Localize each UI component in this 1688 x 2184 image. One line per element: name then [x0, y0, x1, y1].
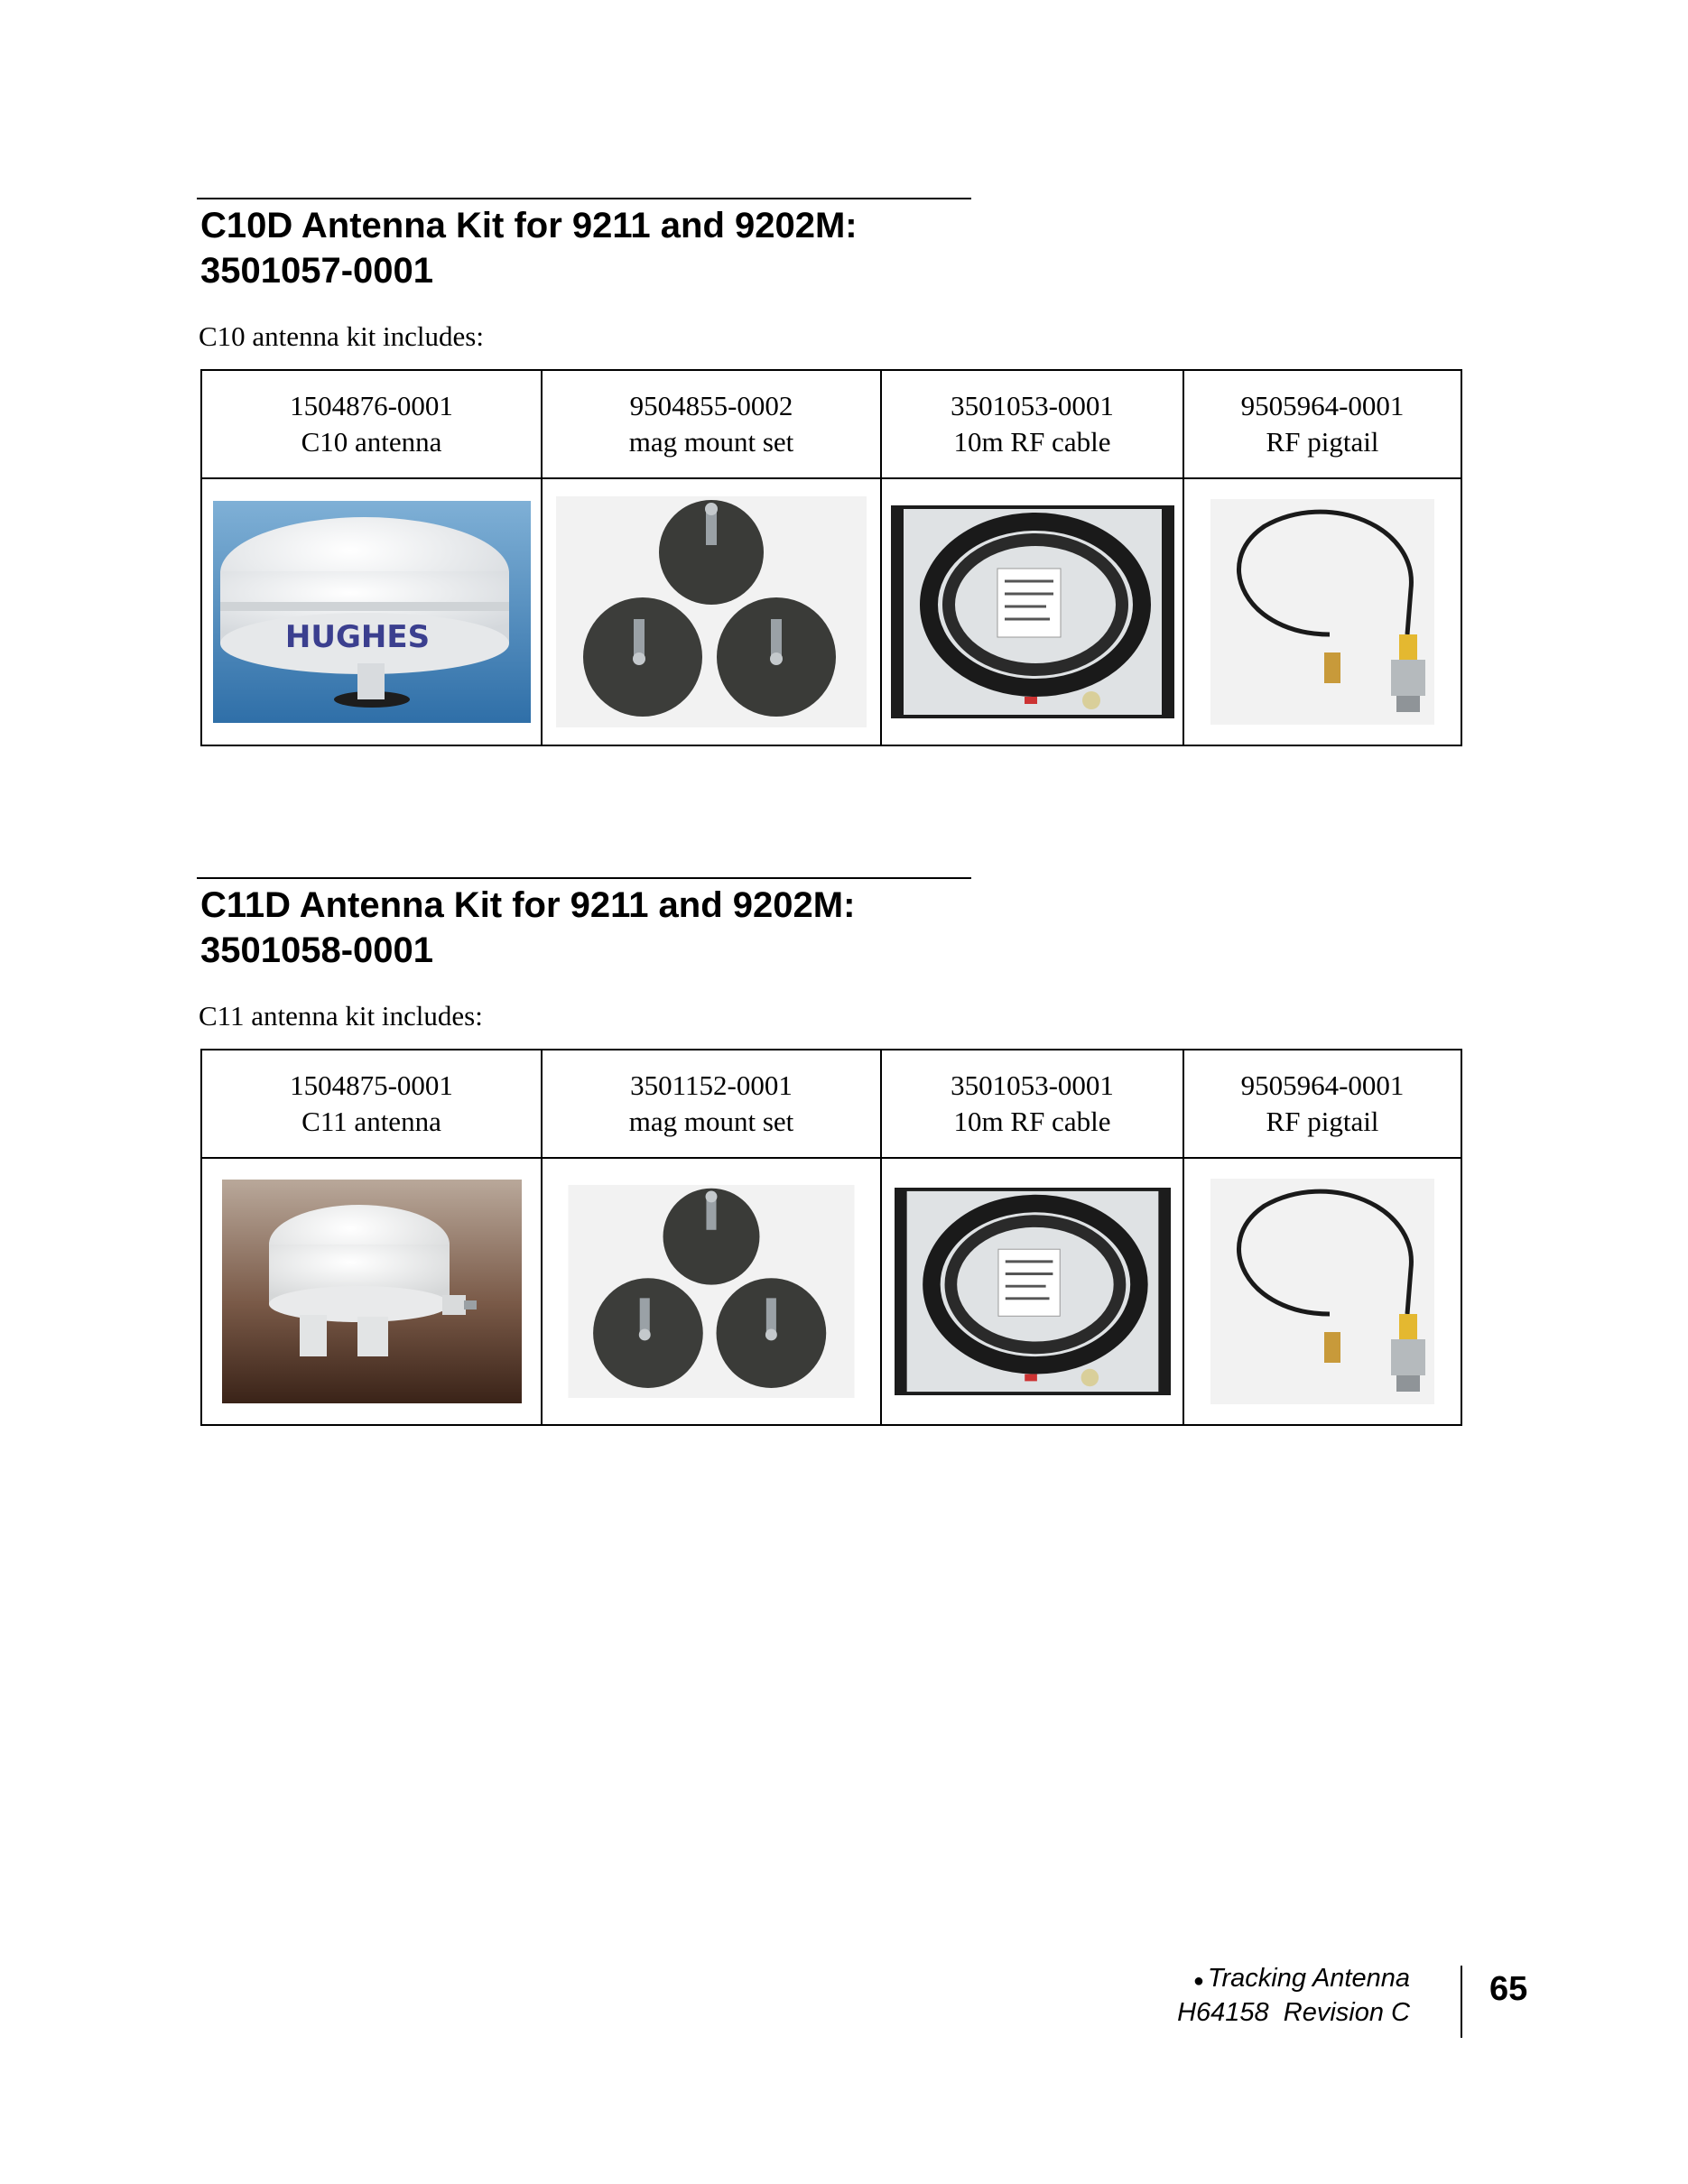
table-cell [1183, 370, 1461, 478]
kit-heading-line2: 3501058-0001 [200, 930, 434, 970]
kit-heading-line1: C10D Antenna Kit for 9211 and 9202M: [200, 206, 858, 245]
part-number: 3501053-0001 [951, 390, 1114, 421]
table-cell [881, 1158, 1183, 1425]
kit-heading [200, 203, 1103, 293]
part-number: 1504876-0001 [290, 390, 453, 421]
c11-antenna-photo [222, 1180, 522, 1403]
table-cell [201, 478, 542, 745]
page-footer [1177, 1963, 1410, 2029]
kit-heading [200, 883, 1103, 973]
footer-divider [1461, 1966, 1462, 2038]
part-description: RF pigtail [1266, 426, 1379, 458]
table-cell [542, 1158, 881, 1425]
part-number: 9504855-0002 [629, 390, 793, 421]
part-number: 3501152-0001 [630, 1069, 793, 1101]
part-description: mag mount set [628, 426, 794, 458]
table-cell [542, 478, 881, 745]
table-cell [201, 1158, 542, 1425]
table-cell [542, 370, 881, 478]
part-description: C11 antenna [301, 1106, 441, 1137]
page-number: 65 [1489, 1970, 1528, 2008]
part-description: mag mount set [628, 1106, 794, 1137]
part-description: 10m RF cable [953, 426, 1111, 458]
table-cell [1183, 478, 1461, 745]
part-number: 9505964-0001 [1240, 1069, 1405, 1101]
part-number: 3501053-0001 [951, 1069, 1114, 1101]
kit-heading-line2: 3501057-0001 [200, 251, 434, 291]
table-cell [201, 370, 542, 478]
footer-section-label: Tracking Antenna [1207, 1964, 1410, 1993]
hughes-logo: HUGHES [284, 619, 430, 655]
table-row [201, 1050, 1461, 1158]
table-cell [881, 370, 1183, 478]
table-cell [201, 1050, 542, 1158]
table-cell [1183, 1050, 1461, 1158]
rf-cable-photo [895, 1188, 1171, 1395]
mag-mount-photo [568, 1185, 855, 1398]
part-description: RF pigtail [1266, 1106, 1379, 1137]
table-cell [1183, 1158, 1461, 1425]
table-row [201, 478, 1461, 745]
kit-intro: C10 antenna kit includes: [199, 320, 484, 352]
pigtail-photo [1210, 1179, 1434, 1404]
table-row [201, 370, 1461, 478]
rf-cable-photo [891, 505, 1174, 718]
bullet-icon: ● [1192, 1971, 1204, 1991]
c10-antenna-photo [213, 501, 531, 723]
part-number: 9505964-0001 [1240, 390, 1405, 421]
table-cell [881, 1050, 1183, 1158]
kit-heading-line1: C11D Antenna Kit for 9211 and 9202M: [200, 885, 856, 925]
heading-rule [197, 198, 971, 199]
heading-rule [197, 877, 971, 879]
part-description: 10m RF cable [953, 1106, 1111, 1137]
part-number: 1504875-0001 [290, 1069, 453, 1101]
kit-contents-table [200, 1049, 1462, 1426]
footer-section [1177, 1963, 1410, 1997]
footer-doc-id: H64158 Revision C [1177, 1998, 1410, 2027]
kit-contents-table [200, 369, 1462, 746]
kit-intro: C11 antenna kit includes: [199, 1000, 483, 1032]
table-row [201, 1158, 1461, 1425]
table-cell [881, 478, 1183, 745]
table-cell [542, 1050, 881, 1158]
pigtail-photo [1210, 499, 1434, 725]
mag-mount-photo [556, 496, 867, 727]
part-description: C10 antenna [301, 426, 442, 458]
